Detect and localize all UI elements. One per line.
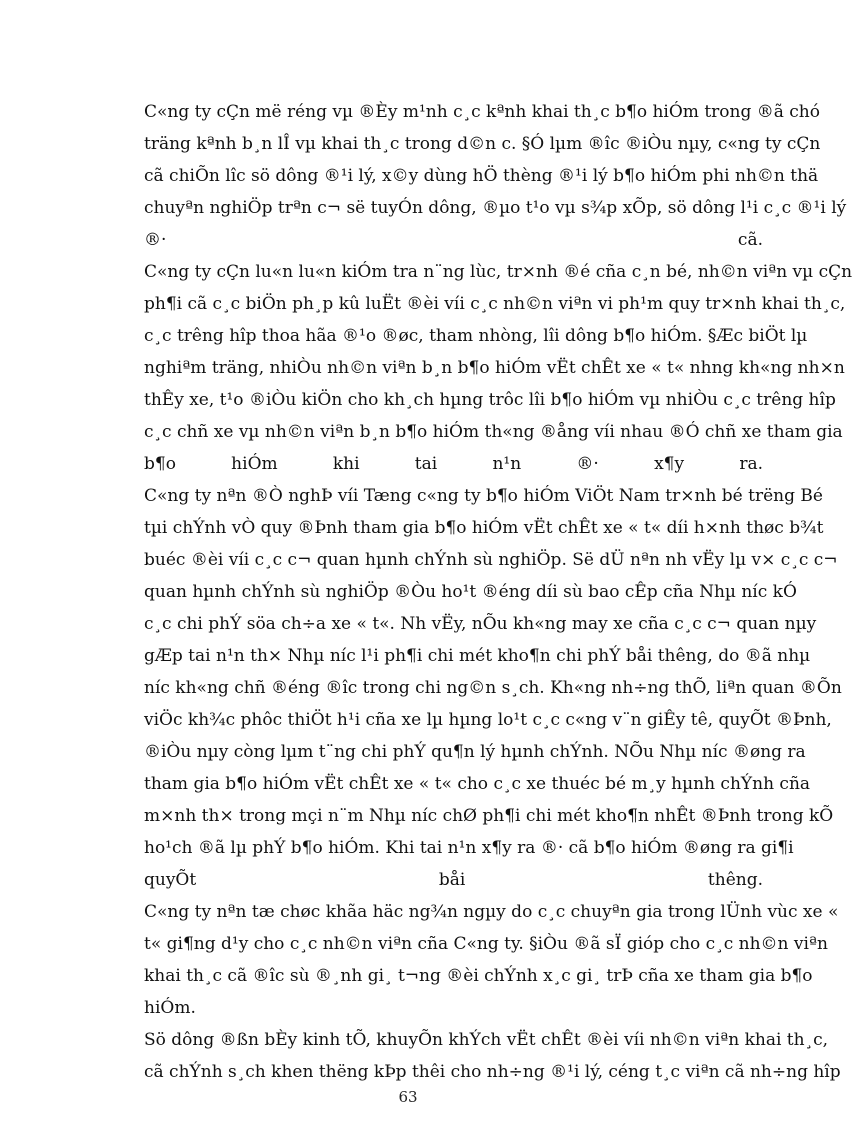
text-line: hiÓm. (144, 998, 196, 1018)
text-line: khai th¸c cã ®îc sù ®¸nh gi¸ t¬ng ®èi chÝnh x¸c gi¸ trÞ cña xe tham gia b¶o (144, 966, 813, 986)
page-number: 63 (398, 1088, 418, 1106)
text-line: cã chiÕn lîc sö dông ®¹i lý, x©y dùng hÖ thèng ®¹i lý b¶o hiÓm phi nh©n thä (144, 166, 819, 186)
text-line: buéc ®èi víi c¸c c¬ quan hµnh chÝnh sù nghiÖp. Së dÜ nªn nh vËy lµ v× c¸c c¬ (144, 550, 838, 570)
text-line: nghiªm träng, nhiÒu nh©n viªn b¸n b¶o hiÓm vËt chÊt xe « t« nhng kh«ng nh×n (144, 358, 845, 378)
text-line: c¸c trêng hîp thoa hãa ®¹o ®øc, tham nhòng, lîi dông b¶o hiÓm. §Æc biÖt lµ (144, 326, 808, 346)
text-line: gÆp tai n¹n th× Nhµ níc l¹i ph¶i chi mét kho¶n chi phÝ båi thêng, do ®ã nhµ (144, 646, 811, 666)
text-line: ®iÒu nµy còng lµm t¨ng chi phÝ qu¶n lý hµnh chÝnh. NÕu Nhµ níc ®øng ra (144, 742, 806, 762)
text-line: t« gi¶ng d¹y cho c¸c nh©n viªn cña C«ng ty. §iÒu ®ã sÏ gióp cho c¸c nh©n viªn (144, 934, 828, 954)
text-line: chuyªn nghiÖp trªn c¬ së tuyÓn dông, ®µo t¹o vµ s¾p xÕp, sö dông l¹i c¸c ®¹i lý (144, 198, 847, 218)
text-line: C«ng ty cÇn më réng vµ ®Èy m¹nh c¸c kªnh khai th¸c b¶o hiÓm trong ®ã chó (144, 102, 820, 122)
text-line: c¸c chñ xe vµ nh©n viªn b¸n b¶o hiÓm th«ng ®ång víi nhau ®Ó chñ xe tham gia (144, 422, 843, 442)
text-line: C«ng ty nªn tæ chøc khãa häc ng¾n ngµy do c¸c chuyªn gia trong lÜnh vùc xe « (144, 902, 839, 922)
text-line: ho¹ch ®ã lµ phÝ b¶o hiÓm. Khi tai n¹n x¶y ra ®· cã b¶o hiÓm ®øng ra gi¶i (144, 838, 794, 858)
text-line: ph¶i cã c¸c biÖn ph¸p kû luËt ®èi víi c¸c nh©n viªn vi ph¹m quy tr×nh khai th¸c, (144, 294, 846, 314)
text-line: níc kh«ng chñ ®éng ®îc trong chi ng©n s¸ch. Kh«ng nh÷ng thÕ, liªn quan ®Õn (144, 678, 842, 698)
text-line: tµi chÝnh vÒ quy ®Þnh tham gia b¶o hiÓm vËt chÊt xe « t« díi h×nh thøc b¾t (144, 518, 824, 538)
text-line: C«ng ty nªn ®Ò nghÞ víi Tæng c«ng ty b¶o hiÓm ViÖt Nam tr×nh bé trëng Bé (144, 486, 823, 506)
text-line: m×nh th× trong mçi n¨m Nhµ níc chØ ph¶i chi mét kho¶n nhÊt ®Þnh trong kÕ (144, 806, 834, 826)
text-line: träng kªnh b¸n lÎ vµ khai th¸c trong d©n c. §Ó lµm ®îc ®iÒu nµy, c«ng ty cÇn (144, 134, 821, 154)
text-line: Sö dông ®ßn bÈy kinh tÕ, khuyÕn khÝch vËt chÊt ®èi víi nh©n viªn khai th¸c, (144, 1030, 829, 1050)
text-line: viÖc kh¾c phôc thiÖt h¹i cña xe lµ hµng lo¹t c¸c c«ng v¨n giÊy tê, quyÕt ®Þnh, (144, 710, 832, 730)
text-line: thÊy xe, t¹o ®iÒu kiÖn cho kh¸ch hµng trôc lîi b¶o hiÓm vµ nhiÒu c¸c trêng hîp (144, 390, 836, 410)
text-line: quan hµnh chÝnh sù nghiÖp ®Òu ho¹t ®éng díi sù bao cÊp cña Nhµ níc kÓ (144, 582, 797, 602)
text-line: C«ng ty cÇn lu«n lu«n kiÓm tra n¨ng lùc, tr×nh ®é cña c¸n bé, nh©n viªn vµ cÇn (144, 262, 852, 282)
text-line: tham gia b¶o hiÓm vËt chÊt xe « t« cho c¸c xe thuéc bé m¸y hµnh chÝnh cña (144, 774, 811, 794)
text-line: quyÕt båi thêng. (144, 870, 763, 890)
text-line: c¸c chi phÝ söa ch÷a xe « t«. Nh vËy, nÕu kh«ng may xe cña c¸c c¬ quan nµy (144, 614, 817, 634)
text-line: cã chÝnh s¸ch khen thëng kÞp thêi cho nh÷ng ®¹i lý, céng t¸c viªn cã nh÷ng hîp (144, 1062, 841, 1082)
text-line: b¶o hiÓm khi tai n¹n ®· x¶y ra. (144, 454, 763, 474)
text-line: ®· cã. (144, 230, 763, 250)
